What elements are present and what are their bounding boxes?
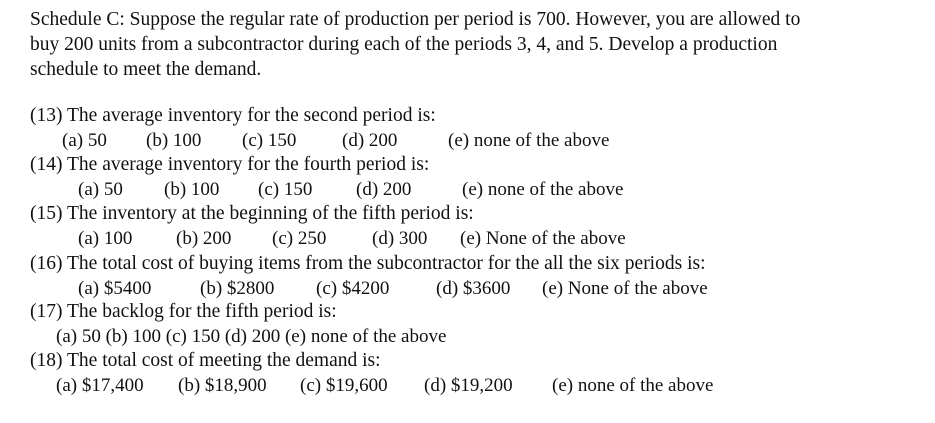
question-16-option-a: (a) $5400 — [78, 278, 152, 299]
question-16-option-d: (d) $3600 — [436, 278, 511, 299]
question-13-option-b: (b) 100 — [146, 130, 202, 151]
problem-statement-line-2: buy 200 units from a subcontractor during each of the periods 3, 4, and 5. Develop a production — [30, 34, 778, 55]
question-18-option-b: (b) $18,900 — [178, 375, 267, 396]
question-18-option-a: (a) $17,400 — [56, 375, 144, 396]
question-18-option-e: (e) none of the above — [552, 375, 714, 396]
question-15-option-a: (a) 100 — [78, 228, 133, 249]
question-15-option-e: (e) None of the above — [460, 228, 626, 249]
question-13-option-a: (a) 50 — [62, 130, 107, 151]
question-15-option-b: (b) 200 — [176, 228, 232, 249]
problem-statement — [30, 7, 900, 82]
question-16-option-b: (b) $2800 — [200, 278, 275, 299]
question-16-option-c: (c) $4200 — [316, 278, 390, 299]
problem-statement-line-3: schedule to meet the demand. — [30, 59, 262, 80]
question-16: (16) The total cost of buying items from the subcontractor for the all the six periods is: — [30, 253, 706, 274]
question-15: (15) The inventory at the beginning of the fifth period is: — [30, 203, 474, 224]
question-15-option-d: (d) 300 — [372, 228, 428, 249]
question-18-option-d: (d) $19,200 — [424, 375, 513, 396]
question-14-option-b: (b) 100 — [164, 179, 220, 200]
question-14-option-c: (c) 150 — [258, 179, 313, 200]
question-13-option-c: (c) 150 — [242, 130, 297, 151]
question-18-option-c: (c) $19,600 — [300, 375, 388, 396]
question-14-option-a: (a) 50 — [78, 179, 123, 200]
question-15-option-c: (c) 250 — [272, 228, 327, 249]
question-13: (13) The average inventory for the second period is: — [30, 105, 436, 126]
question-17: (17) The backlog for the fifth period is: — [30, 301, 337, 322]
question-14: (14) The average inventory for the fourth period is: — [30, 154, 430, 175]
question-14-option-d: (d) 200 — [356, 179, 412, 200]
problem-statement-line-1: Schedule C: Suppose the regular rate of production per period is 700. However, you are allowed to — [30, 9, 801, 30]
question-18: (18) The total cost of meeting the demand is: — [30, 350, 381, 371]
question-13-option-e: (e) none of the above — [448, 130, 610, 151]
question-17-option-list: (a) 50 (b) 100 (c) 150 (d) 200 (e) none of the above — [56, 326, 447, 347]
question-13-option-d: (d) 200 — [342, 130, 398, 151]
question-16-option-e: (e) None of the above — [542, 278, 708, 299]
question-14-option-e: (e) none of the above — [462, 179, 624, 200]
